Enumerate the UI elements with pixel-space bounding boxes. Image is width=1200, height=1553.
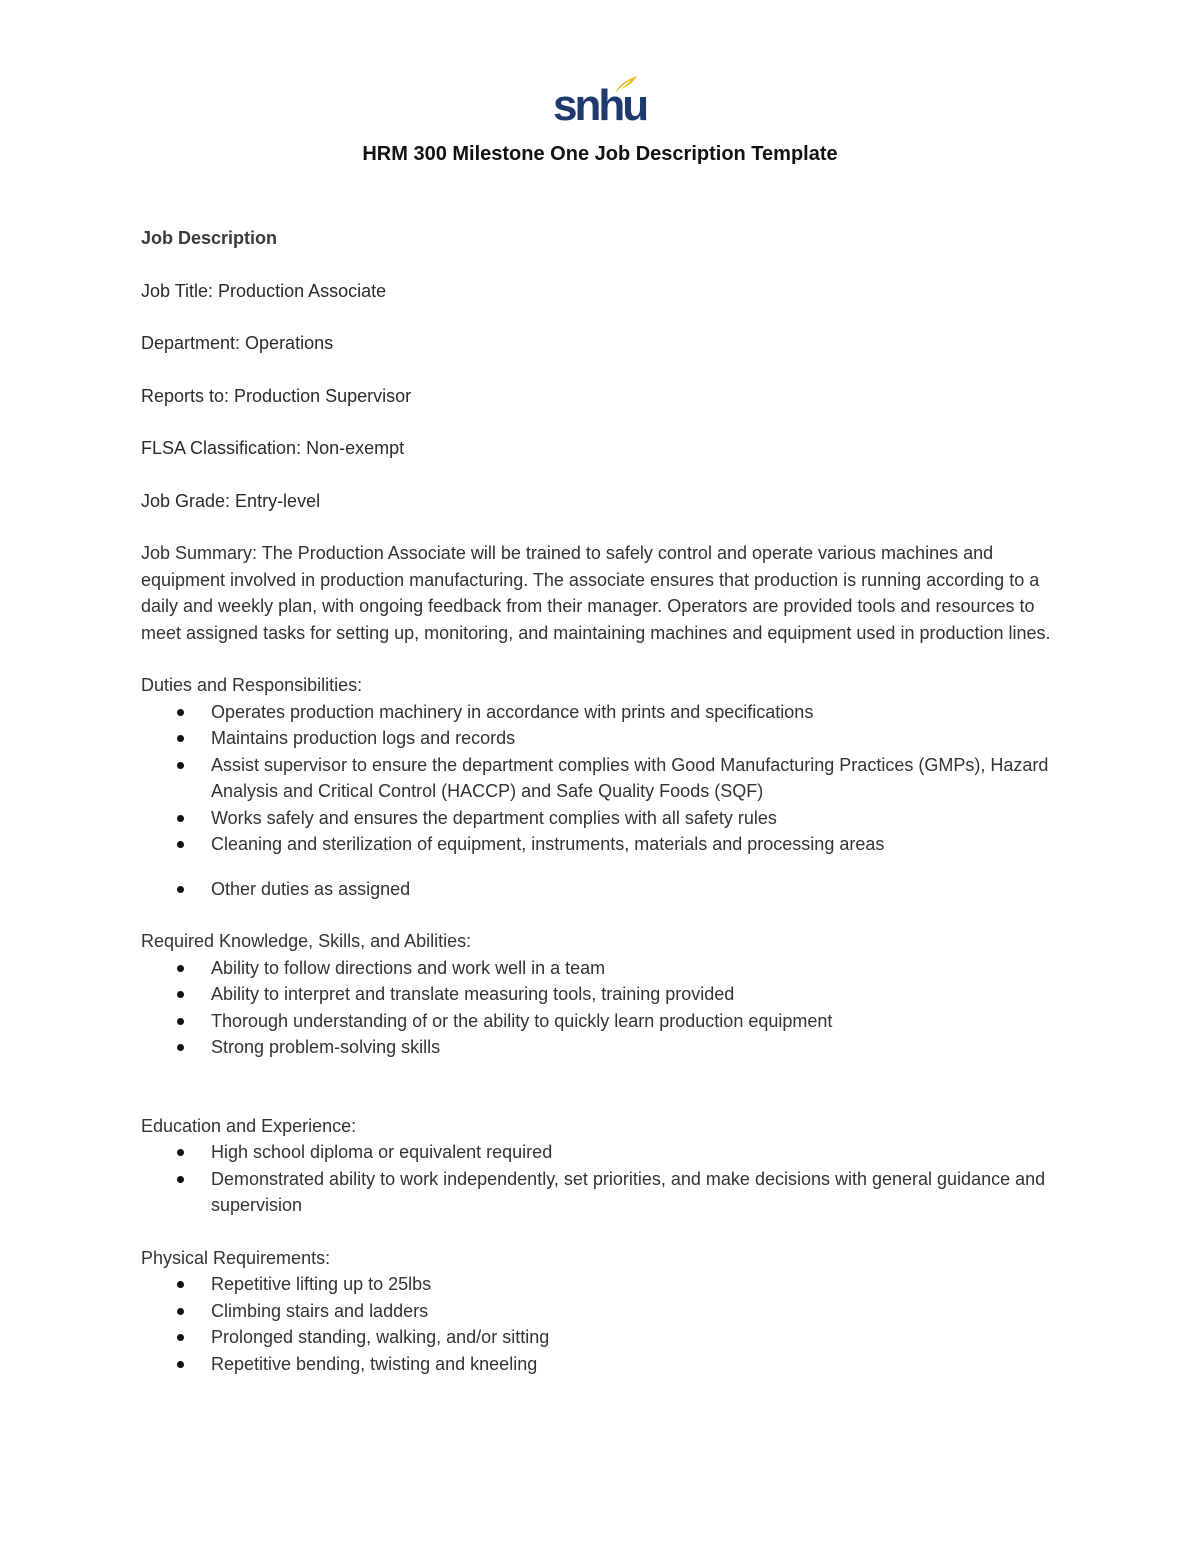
list-item: Assist supervisor to ensure the department complies with Good Manufacturing Practices (GMPs), Hazard Analysis and Critical Control (HACCP) and Safe Quality Foods (SQF) — [141, 752, 1061, 805]
logo-wordmark: snhu — [553, 81, 647, 130]
list-item: Thorough understanding of or the ability to quickly learn production equipment — [141, 1008, 1061, 1035]
list-item: High school diploma or equivalent required — [141, 1139, 1061, 1166]
list-item: Cleaning and sterilization of equipment, instruments, materials and processing areas — [141, 831, 1061, 858]
duties-title: Duties and Responsibilities: — [141, 675, 363, 695]
ksa-list — [141, 955, 1061, 1061]
job-title-field: Job Title: Production Associate — [141, 280, 387, 301]
education-list — [141, 1139, 1061, 1219]
document-body — [141, 225, 1061, 1377]
reports-to-field: Reports to: Production Supervisor — [141, 385, 412, 406]
list-item: Strong problem-solving skills — [141, 1034, 1061, 1061]
list-item: Ability to interpret and translate measuring tools, training provided — [141, 981, 1061, 1008]
education-title: Education and Experience: — [141, 1115, 357, 1136]
list-item: Other duties as assigned — [141, 876, 1061, 903]
list-item: Prolonged standing, walking, and/or sitting — [141, 1324, 1061, 1351]
department-field: Department: Operations — [141, 333, 334, 353]
duties-list — [141, 699, 1061, 903]
list-item: Demonstrated ability to work independently, set priorities, and make decisions with general guidance and supervision — [141, 1166, 1061, 1219]
list-item: Ability to follow directions and work well in a team — [141, 955, 1061, 982]
list-item: Repetitive bending, twisting and kneeling — [141, 1351, 1061, 1378]
list-item: Operates production machinery in accordance with prints and specifications — [141, 699, 1061, 726]
list-item: Repetitive lifting up to 25lbs — [141, 1271, 1061, 1298]
flsa-field: FLSA Classification: Non-exempt — [141, 438, 405, 458]
list-item: Works safely and ensures the department complies with all safety rules — [141, 805, 1061, 832]
job-grade-field: Job Grade: Entry-level — [141, 490, 321, 511]
section-heading: Job Description — [141, 228, 278, 248]
list-item: Climbing stairs and ladders — [141, 1298, 1061, 1325]
list-item: Maintains production logs and records — [141, 725, 1061, 752]
ksa-title: Required Knowledge, Skills, and Abilities: — [141, 931, 472, 951]
physical-list — [141, 1271, 1061, 1377]
snhu-logo — [553, 74, 647, 132]
document-title: HRM 300 Milestone One Job Description Template — [362, 143, 838, 165]
physical-title: Physical Requirements: — [141, 1247, 331, 1268]
job-summary: Job Summary: The Production Associate will be trained to safely control and operate various machines and equipment involved in production manufacturing. The associate ensures that production is running according to a daily and weekly plan, with ongoing feedback from their manager. Operators are provided tools and resources to meet assigned tasks for setting up, monitoring, and maintaining machines and equipment used in production lines. — [141, 543, 1051, 643]
